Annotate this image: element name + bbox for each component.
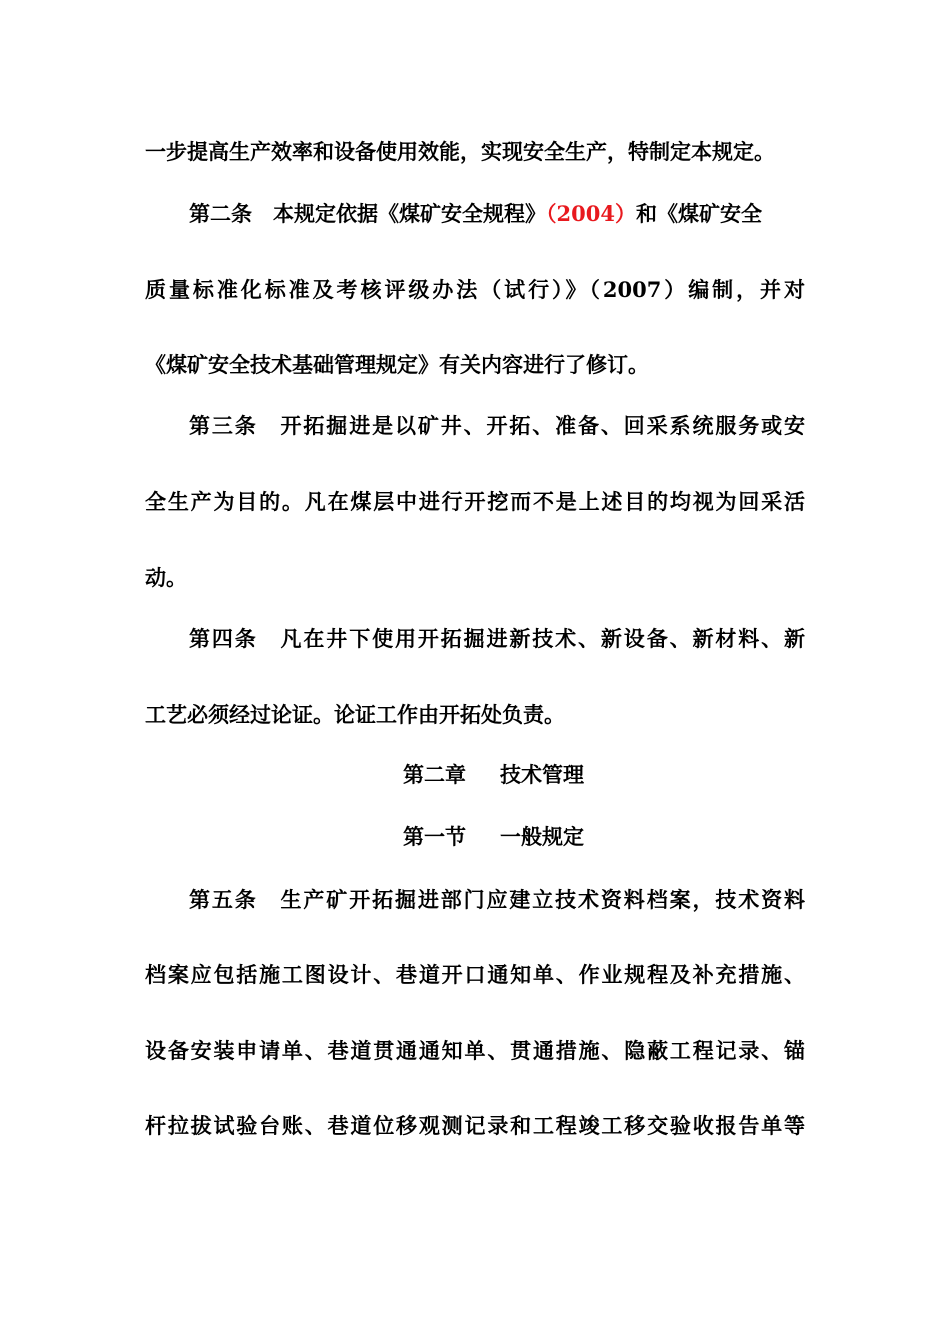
year-highlight: （2004） xyxy=(546,201,636,226)
article-2-text: 第二条 本规定依据《煤矿安全规程》 xyxy=(189,201,546,226)
paragraph-line: 设备安装申请单、巷道贯通通知单、贯通措施、隐蔽工程记录、锚 xyxy=(145,1038,805,1063)
article-2-line-1 xyxy=(145,199,805,229)
article-2-text-cont: 和《煤矿安全 xyxy=(635,201,762,226)
paragraph-line: 一步提高生产效率和设备使用效能，实现安全生产，特制定本规定。 xyxy=(145,139,775,164)
article-5-line-1: 第五条 生产矿开拓掘进部门应建立技术资料档案，技术资料 xyxy=(189,887,805,912)
paragraph-line: 杆拉拔试验台账、巷道位移观测记录和工程竣工移交验收报告单等 xyxy=(145,1113,805,1138)
paragraph-line: 《煤矿安全技术基础管理规定》有关内容进行了修订。 xyxy=(145,352,649,377)
paragraph-line: 档案应包括施工图设计、巷道开口通知单、作业规程及补充措施、 xyxy=(145,962,805,987)
chapter-title: 技术管理 xyxy=(500,762,584,787)
section-heading xyxy=(403,822,584,852)
article-3-line-1: 第三条 开拓掘进是以矿井、开拓、准备、回采系统服务或安 xyxy=(189,413,805,438)
paragraph-line: 工艺必须经过论证。论证工作由开拓处负责。 xyxy=(145,702,565,727)
chapter-number: 第二章 xyxy=(403,762,466,787)
article-4-line-1: 第四条 凡在井下使用开拓掘进新技术、新设备、新材料、新 xyxy=(189,626,805,651)
paragraph-line: 动。 xyxy=(145,565,187,590)
paragraph-line: 全生产为目的。凡在煤层中进行开挖而不是上述目的均视为回采活 xyxy=(145,489,805,514)
section-number: 第一节 xyxy=(403,824,466,849)
chapter-heading xyxy=(403,760,584,790)
paragraph-line: 质量标准化标准及考核评级办法（试行）》（2007）编制，并对 xyxy=(145,277,805,302)
section-title: 一般规定 xyxy=(500,824,584,849)
